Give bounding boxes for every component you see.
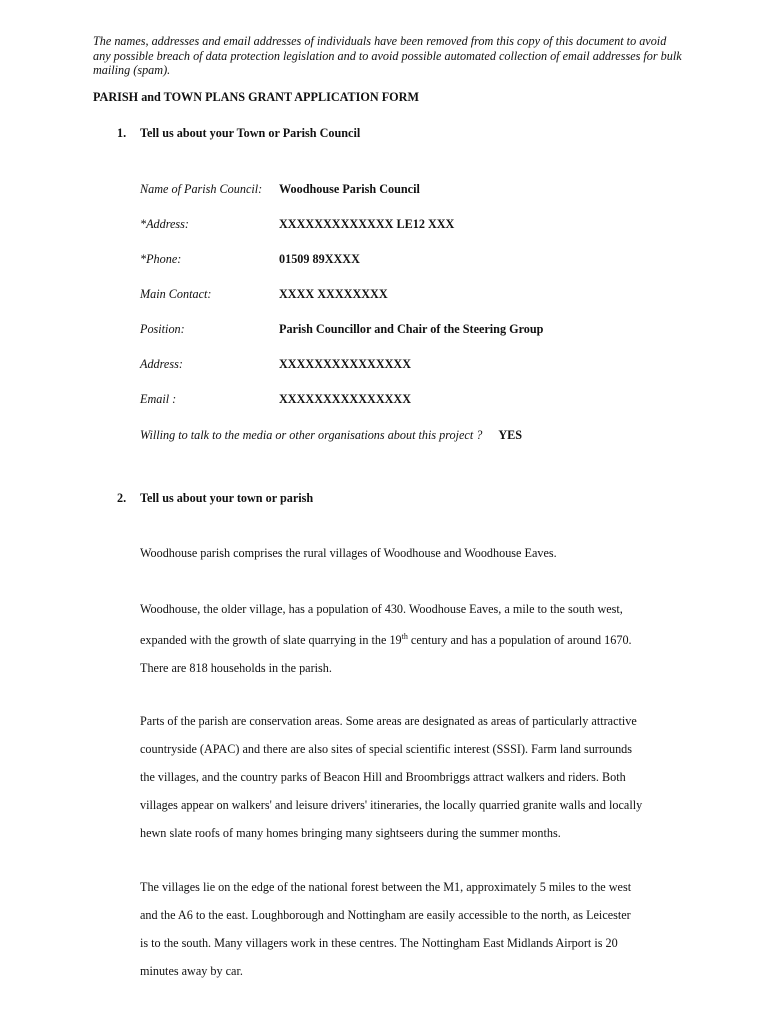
text-run: century and has a population of around 1670.	[407, 633, 632, 648]
section-2-title: Tell us about your town or parish	[140, 491, 314, 505]
field-value: XXXXXXXXXXXXX LE12 XXX	[279, 217, 455, 231]
paragraph-intro	[140, 539, 680, 567]
paragraph-line: There are 818 households in the parish.	[140, 661, 332, 676]
paragraph-location	[140, 873, 680, 985]
field-value: XXXXXXXXXXXXXXX	[279, 392, 412, 406]
paragraph-line: villages appear on walkers' and leisure drivers' itineraries, the locally quarried granite walls and locally	[140, 798, 643, 812]
field-label: *Address:	[140, 217, 189, 231]
section-2-heading	[117, 491, 313, 506]
field-value: XXXX XXXXXXXX	[279, 287, 388, 301]
paragraph-line: The villages lie on the edge of the national forest between the M1, approximately 5 miles to the west	[140, 880, 632, 894]
field-value: Woodhouse Parish Council	[279, 182, 420, 196]
paragraph-conservation	[140, 707, 680, 847]
section-2-number: 2.	[117, 491, 127, 505]
paragraph-line: Woodhouse parish comprises the rural villages of Woodhouse and Woodhouse Eaves.	[140, 546, 557, 560]
field-label: Email :	[140, 392, 177, 406]
paragraph-line	[140, 623, 680, 654]
field-label: Main Contact:	[140, 287, 212, 301]
field-value: XXXXXXXXXXXXXXX	[279, 357, 412, 371]
paragraph-line: minutes away by car.	[140, 964, 243, 978]
paragraph-line: countryside (APAC) and there are also sites of special scientific interest (SSSI). Farm land surrounds	[140, 742, 633, 756]
paragraph-line: the villages, and the country parks of Beacon Hill and Broombriggs attract walkers and riders. Both	[140, 770, 626, 784]
section-1-title: Tell us about your Town or Parish Council	[140, 126, 361, 140]
field-label: *Phone:	[140, 252, 182, 266]
paragraph-population	[140, 595, 680, 682]
form-title: PARISH and TOWN PLANS GRANT APPLICATION FORM	[93, 90, 419, 104]
field-value: 01509 89XXXX	[279, 252, 360, 266]
paragraph-line: Parts of the parish are conservation areas. Some areas are designated as areas of particularly attractive	[140, 714, 637, 728]
media-answer: YES	[498, 428, 523, 442]
paragraph-line: Woodhouse, the older village, has a population of 430. Woodhouse Eaves, a mile to the south west,	[140, 602, 623, 616]
field-value: Parish Councillor and Chair of the Steering Group	[279, 322, 544, 336]
section-1-heading	[117, 126, 360, 141]
field-label: Address:	[140, 357, 183, 371]
section-1-number: 1.	[117, 126, 127, 140]
field-label: Position:	[140, 322, 185, 336]
paragraph-line: and the A6 to the east. Loughborough and Nottingham are easily accessible to the north, as Leicester	[140, 908, 631, 922]
paragraph-line: hewn slate roofs of many homes bringing many sightseers during the summer months.	[140, 826, 561, 840]
superscript: th	[401, 632, 408, 641]
media-question: Willing to talk to the media or other organisations about this project ?	[140, 428, 483, 442]
text-run: expanded with the growth of slate quarrying in the 19	[140, 633, 402, 648]
paragraph-line: is to the south. Many villagers work in these centres. The Nottingham East Midlands Airport is 20	[140, 936, 618, 950]
disclaimer-note: The names, addresses and email addresses of individuals have been removed from this copy of this document to avoid any possible breach of data protection legislation and to avoid possible automated collection of email addresses for bulk mailing (spam).	[93, 34, 682, 78]
media-question-row	[140, 428, 522, 443]
field-label: Name of Parish Council:	[140, 182, 263, 196]
